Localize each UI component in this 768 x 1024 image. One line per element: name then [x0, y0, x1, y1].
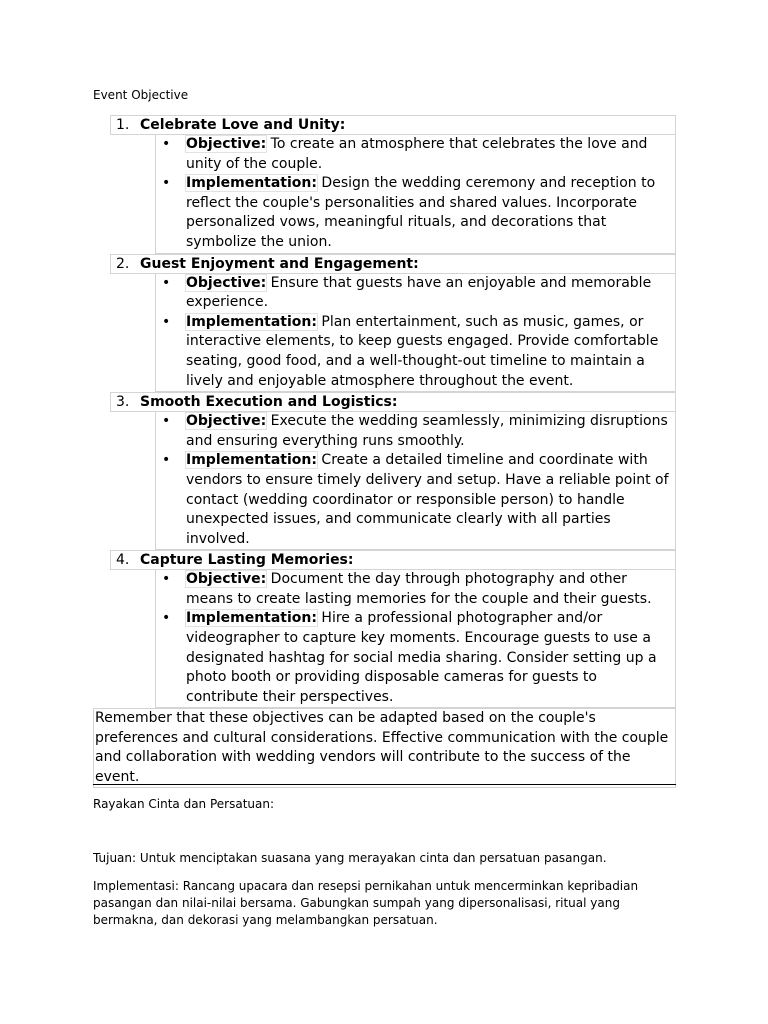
item-text: Hire a professional photographer and/or videographer to capture key moments. Encourage guests to use a designated hashtag for social media sharing. Consider setting up a photo booth or providing disposable cameras for guests to contribute their perspectives. [186, 610, 657, 705]
objective-section [110, 550, 676, 708]
section-body [155, 412, 676, 550]
item-text: Ensure that guests have an enjoyable and memorable experience. [186, 274, 652, 311]
item-text: To create an atmosphere that celebrates the love and unity of the couple. [186, 136, 648, 172]
bullet-icon: • [162, 571, 171, 588]
translation-implementation: Implementasi: Rancang upacara dan resepsi pernikahan untuk mencerminkan kepribadian pasangan dan nilai-nilai bersama. Gabungkan sumpah yang dipersonalisasi, ritual yang bermakna, dan dekorasi yang melambangkan persatuan. [93, 879, 639, 927]
bullet-icon: • [162, 413, 171, 430]
horizontal-rule [93, 784, 676, 785]
section-header [110, 254, 676, 274]
objective-section [110, 254, 676, 393]
list-item [156, 451, 675, 549]
item-label: Implementation: [186, 452, 317, 469]
section-number: 2. [116, 255, 130, 272]
document-heading: Event Objective [93, 88, 189, 102]
objective-section [110, 392, 676, 550]
bullet-icon: • [162, 136, 171, 152]
list-item [156, 135, 675, 174]
bullet-icon: • [162, 610, 171, 627]
item-text: Execute the wedding seamlessly, minimizing disruptions and ensuring everything runs smoothly. [186, 413, 668, 449]
item-label: Implementation: [186, 175, 317, 192]
item-label: Implementation: [186, 610, 317, 627]
item-label: Objective: [186, 136, 267, 152]
item-text: Document the day through photography and other means to create lasting memories for the couple and their guests. [186, 571, 652, 607]
section-body [155, 570, 676, 708]
section-body [155, 274, 676, 393]
list-item [156, 274, 675, 313]
list-item [156, 313, 675, 391]
section-title: Guest Enjoyment and Engagement: [140, 255, 419, 272]
item-text: Create a detailed timeline and coordinate with vendors to ensure timely delivery and setup. Have a reliable point of contact (wedding coordinator or responsible person) to handle unexpected issues, and communicate clearly with all parties involved. [186, 452, 669, 547]
list-item [156, 609, 675, 707]
bullet-icon: • [162, 313, 171, 330]
item-label: Objective: [186, 413, 267, 430]
bullet-icon: • [162, 274, 171, 291]
objective-section [110, 115, 676, 254]
item-text: Plan entertainment, such as music, games, or interactive elements, to keep guests engaged. Provide comfortable seating, good food, and a well-thought-out timeline to maintain a lively and enjoyable atmosphere throughout the event. [186, 313, 659, 389]
bullet-icon: • [162, 175, 171, 192]
list-item [156, 174, 675, 252]
section-number: 3. [116, 394, 130, 411]
section-title: Capture Lasting Memories: [140, 552, 354, 569]
section-title: Celebrate Love and Unity: [140, 117, 346, 133]
section-body [155, 135, 676, 254]
translation-objective: Tujuan: Untuk menciptakan suasana yang merayakan cinta dan persatuan pasangan. [93, 851, 607, 865]
bullet-icon: • [162, 452, 171, 469]
section-number: 4. [116, 552, 130, 569]
section-title: Smooth Execution and Logistics: [140, 394, 398, 411]
objectives-list [110, 115, 676, 708]
list-item [156, 570, 675, 609]
section-number: 1. [116, 117, 130, 133]
item-label: Objective: [186, 571, 267, 588]
section-header [110, 392, 676, 412]
closing-paragraph: Remember that these objectives can be adapted based on the couple's preferences and cultural considerations. Effective communication with the couple and collaboration with wedding vendors will contribute to the success of the event. [93, 708, 676, 788]
translation-title: Rayakan Cinta dan Persatuan: [93, 797, 275, 811]
list-item [156, 412, 675, 451]
section-header [110, 550, 676, 570]
item-label: Implementation: [186, 313, 317, 330]
section-header [110, 115, 676, 135]
item-label: Objective: [186, 274, 267, 291]
item-text: Design the wedding ceremony and reception to reflect the couple's personalities and shared values. Incorporate personalized vows, meaningful rituals, and decorations that symbolize the union. [186, 175, 656, 250]
